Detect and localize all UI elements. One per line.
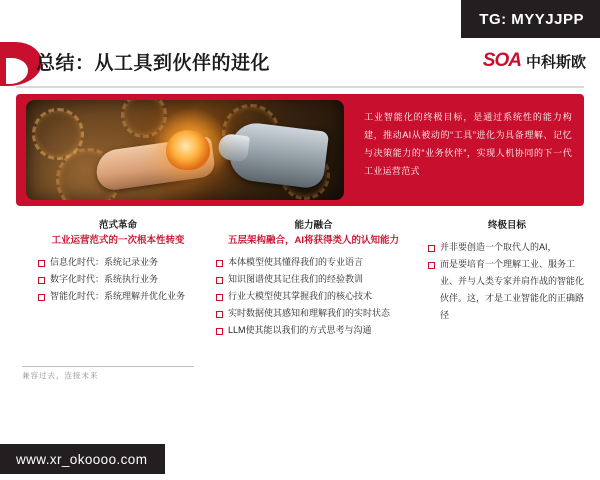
columns-section: [16, 218, 584, 350]
list-item: LLM使其能以我们的方式思考与沟通: [216, 322, 411, 339]
column-subtitle: 五层架构融合，AI将获得类人的认知能力: [227, 235, 399, 246]
brand-name-text: 中科斯欧: [525, 53, 586, 71]
footer-divider: [22, 366, 194, 367]
list-item: 信息化时代：系统记录业务: [38, 254, 198, 271]
column-ultimate-goal: [428, 218, 586, 324]
hero-image: [26, 100, 344, 200]
slide-header: [0, 38, 600, 98]
brand-logo: [483, 50, 586, 72]
page-title: 总结：从工具到伙伴的进化: [36, 53, 271, 74]
column-subtitle: 工业运营范式的一次根本性转变: [51, 235, 185, 246]
gear-icon: [121, 100, 167, 138]
hero-paragraph: 工业智能化的终极目标，是通过系统性的能力构建，推动AI从被动的“工具”进化为具备理解、记忆与决策能力的“业务伙伴”，实现人机协同的下一代工业运营范式: [364, 112, 572, 176]
site-watermark: www.xr_okoooo.com: [0, 444, 165, 474]
list-item: 知识图谱使其记住我们的经验教训: [216, 271, 411, 288]
robot-hand-graphic: [227, 120, 329, 189]
slide-canvas: [0, 38, 600, 442]
column-bullet-list: [428, 239, 586, 324]
column-title: 能力融合: [294, 220, 333, 231]
column-bullet-list: [216, 254, 411, 339]
column-paradigm: [38, 218, 198, 305]
list-item: 而是要培育一个理解工业、服务工业、并与人类专家并肩作战的智能化伙伴。这，才是工业智能化的正确路径: [428, 256, 586, 324]
list-item: 行业大模型使其掌握我们的核心技术: [216, 288, 411, 305]
list-item: 数字化时代：系统执行业务: [38, 271, 198, 288]
list-item: 智能化时代：系统理解并优化业务: [38, 288, 198, 305]
header-divider: [16, 86, 584, 88]
hero-banner: [16, 94, 584, 206]
list-item: 本体模型使其懂得我们的专业语言: [216, 254, 411, 271]
footer-tagline: 兼容过去，连接未来: [22, 371, 99, 380]
telegram-watermark: TG: MYYJJPP: [461, 0, 600, 38]
brand-mark-text: SOA: [482, 50, 521, 71]
ai-brain-glow-icon: [166, 130, 210, 170]
list-item: 并非要创造一个取代人的AI，: [428, 239, 586, 256]
top-watermark-bar: [0, 0, 600, 38]
list-item: 实时数据使其感知和理解我们的实时状态: [216, 305, 411, 322]
column-title: 范式革命: [98, 220, 137, 231]
column-title: 终极目标: [487, 220, 526, 231]
column-bullet-list: [38, 254, 198, 305]
column-capability: [216, 218, 411, 339]
